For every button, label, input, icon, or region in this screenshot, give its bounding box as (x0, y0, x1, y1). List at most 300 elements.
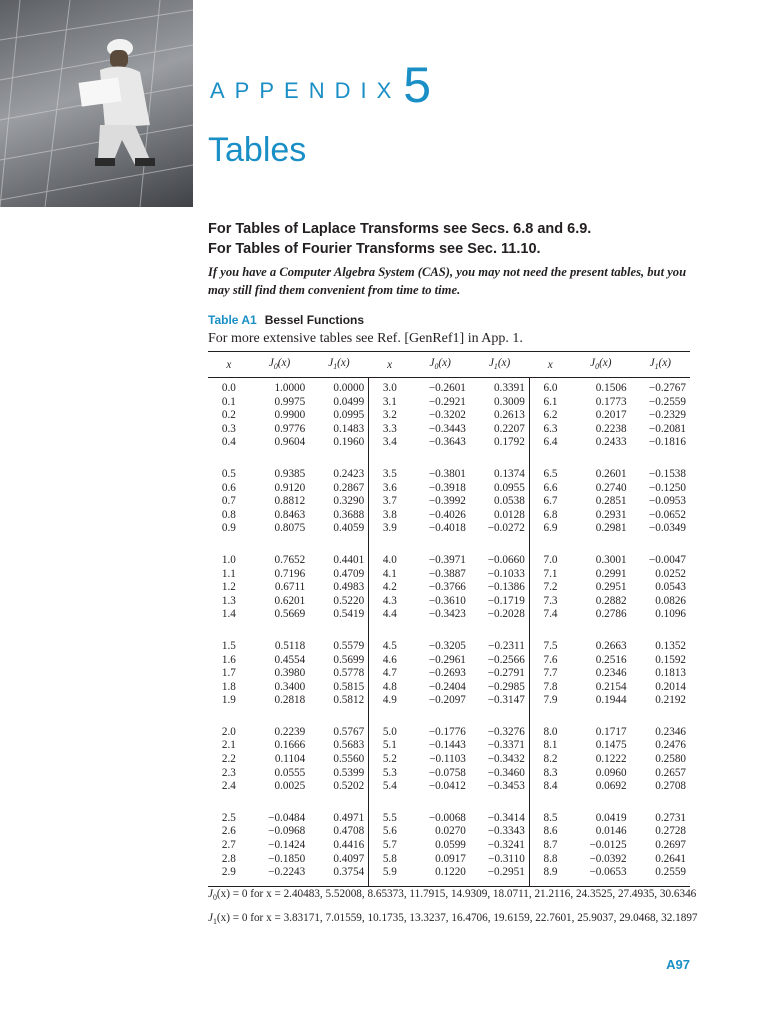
col-j0: $J_0(x)$ (571, 352, 630, 378)
j1-cell: 0.5767 (333, 725, 365, 738)
x-cell: 3.8 (369, 509, 411, 523)
j0-cell: −0.1443 (428, 739, 466, 752)
j1-cell: −0.2559 (648, 395, 686, 408)
x-cell: 3.2 (369, 409, 411, 423)
table-row (208, 423, 690, 437)
j0-cell: 0.9975 (274, 395, 306, 408)
worker-laptop-solar-icon (0, 0, 193, 207)
x-cell: 7.9 (529, 694, 571, 726)
j1-cell: −0.1250 (648, 481, 686, 494)
j1-cell: 0.4416 (333, 839, 365, 852)
j1-cell: 0.4059 (333, 522, 365, 535)
x-cell: 2.0 (221, 725, 236, 738)
j0-cell: 0.2740 (595, 481, 627, 494)
j0-cell: 0.7652 (274, 553, 306, 566)
x-cell: 5.3 (369, 767, 411, 781)
j1-cell: 0.2207 (494, 422, 525, 435)
col-j0: $J_0(x)$ (410, 352, 469, 378)
j1-cell: 0.5399 (333, 766, 365, 779)
x-cell: 5.9 (369, 866, 411, 886)
bessel-zeros (208, 884, 698, 932)
j1-cell: 0.4401 (333, 553, 365, 566)
j1-cell: 0.0538 (494, 495, 525, 508)
j1-cell: 0.5683 (333, 739, 365, 752)
j0-cell: −0.3801 (428, 467, 466, 480)
table-row (208, 436, 690, 468)
appendix-number: 5 (403, 57, 432, 113)
table-number: Table A1 (208, 313, 257, 327)
page-title: Tables (208, 131, 307, 169)
j0-cell: 0.1222 (595, 753, 627, 766)
j0-cell: 0.2931 (595, 508, 627, 521)
x-cell: 0.3 (221, 422, 236, 435)
x-cell: 8.4 (529, 780, 571, 812)
j0-cell: 0.1773 (595, 395, 627, 408)
x-cell: 4.0 (369, 554, 411, 568)
j1-cell: −0.0953 (648, 495, 686, 508)
j0-cell: −0.3443 (428, 422, 466, 435)
x-cell: 2.3 (221, 766, 236, 779)
j0-cell: 0.3400 (274, 680, 306, 693)
col-j1: $J_1(x)$ (309, 352, 368, 378)
j1-cell: 0.2613 (494, 409, 525, 422)
j0-cell: 0.1506 (595, 382, 627, 394)
j1-cell: −0.1719 (487, 594, 525, 607)
x-cell: 4.6 (369, 654, 411, 668)
x-cell: 5.4 (369, 780, 411, 812)
col-j1: $J_1(x)$ (470, 352, 529, 378)
j0-cell: −0.2404 (428, 680, 466, 693)
table-body (208, 378, 690, 887)
table-row (208, 468, 690, 482)
x-cell: 3.7 (369, 495, 411, 509)
appendix-label: APPENDIX (210, 78, 402, 103)
x-cell: 6.6 (529, 482, 571, 496)
x-cell: 5.6 (369, 825, 411, 839)
j0-cell: 0.2238 (595, 422, 627, 435)
appendix-heading (210, 50, 432, 113)
x-cell: 5.7 (369, 839, 411, 853)
j1-cell: −0.2329 (648, 409, 686, 422)
table-row (208, 396, 690, 410)
x-cell: 6.7 (529, 495, 571, 509)
x-cell: 0.8 (221, 508, 236, 521)
j0-cell: 0.2154 (595, 680, 627, 693)
j0-cell: 0.3980 (274, 667, 306, 680)
table-row (208, 409, 690, 423)
x-cell: 7.2 (529, 581, 571, 595)
j1-cell: 0.1792 (494, 436, 525, 449)
x-cell: 6.3 (529, 423, 571, 437)
j0-cell: −0.1103 (429, 753, 466, 766)
j0-cell: −0.3918 (428, 481, 466, 494)
j1-cell: 0.2423 (333, 467, 365, 480)
table-row (208, 739, 690, 753)
x-cell: 1.5 (221, 639, 236, 652)
j1-cell: 0.4983 (333, 581, 365, 594)
x-cell: 2.8 (221, 852, 236, 865)
j0-cell: 0.2017 (595, 409, 627, 422)
x-cell: 3.3 (369, 423, 411, 437)
j0-cell: 0.8463 (274, 508, 306, 521)
j0-cell: 0.0917 (435, 852, 466, 865)
table-title: Bessel Functions (264, 313, 365, 327)
j1-cell: 0.3290 (333, 495, 365, 508)
j1-cell: 0.1592 (655, 653, 686, 666)
x-cell: 3.4 (369, 436, 411, 468)
col-j1: $J_1(x)$ (631, 352, 690, 378)
j0-cell: 0.8075 (274, 522, 306, 535)
page-number: A97 (666, 957, 690, 972)
j1-cell: 0.2346 (655, 725, 686, 738)
j1-cell: 0.4097 (333, 852, 365, 865)
j1-cell: 0.3009 (494, 395, 525, 408)
j0-cell: −0.3205 (428, 639, 466, 652)
x-cell: 7.1 (529, 568, 571, 582)
j1-cell: 0.5579 (333, 639, 365, 652)
j1-cell: −0.3453 (487, 780, 525, 793)
j0-cell: 0.0146 (595, 825, 627, 838)
j0-cell: 0.1666 (274, 739, 306, 752)
laplace-note: For Tables of Laplace Transforms see Secs. 6.8 and 6.9. (208, 221, 592, 237)
j0-cell: 0.2346 (595, 667, 627, 680)
j1-cell: −0.2767 (648, 382, 686, 394)
x-cell: 5.2 (369, 753, 411, 767)
x-cell: 8.7 (529, 839, 571, 853)
x-cell: 4.5 (369, 640, 411, 654)
x-cell: 0.7 (221, 495, 236, 508)
table-row (208, 681, 690, 695)
j1-cell: −0.2081 (648, 422, 686, 435)
j1-cell: 0.0995 (333, 409, 365, 422)
j0-cell: −0.0484 (268, 811, 306, 824)
j0-cell: −0.3643 (428, 436, 466, 449)
j0-cell: 0.2981 (595, 522, 627, 535)
table-row (208, 825, 690, 839)
table-row (208, 654, 690, 668)
j0-cell: 0.2663 (595, 639, 627, 652)
j1-cell: 0.1352 (655, 639, 686, 652)
j0-cell: −0.2921 (428, 395, 466, 408)
table-reference: For more extensive tables see Ref. [GenRef1] in App. 1. (208, 331, 523, 346)
j0-cell: 0.5669 (274, 608, 306, 621)
j1-cell: 0.1374 (494, 467, 525, 480)
x-cell: 8.9 (529, 866, 571, 886)
j0-cell: 0.2239 (274, 725, 306, 738)
x-cell: 2.6 (221, 825, 236, 838)
j1-cell: −0.3460 (487, 766, 525, 779)
j0-cell: −0.2601 (428, 382, 466, 394)
x-cell: 4.2 (369, 581, 411, 595)
j1-cell: 0.1813 (655, 667, 686, 680)
x-cell: 6.0 (529, 378, 571, 396)
j1-cell: −0.3414 (487, 811, 525, 824)
x-cell: 8.1 (529, 739, 571, 753)
j0-cell: 0.2951 (595, 581, 627, 594)
x-cell: 4.7 (369, 667, 411, 681)
x-cell: 0.0 (221, 382, 236, 394)
j0-cell: 0.0599 (435, 839, 466, 852)
j0-cell: 0.0025 (274, 780, 306, 793)
j1-cell: −0.3343 (487, 825, 525, 838)
j1-cell: −0.0272 (487, 522, 525, 535)
x-cell: 2.5 (221, 811, 236, 824)
j0-cell: 0.2882 (595, 594, 627, 607)
bessel-table (208, 351, 690, 887)
table-row (208, 667, 690, 681)
table-row (208, 581, 690, 595)
table-row (208, 640, 690, 654)
table-row (208, 522, 690, 554)
x-cell: 2.1 (221, 739, 236, 752)
j1-cell: 0.0252 (655, 567, 686, 580)
j1-cell: 0.5815 (333, 680, 365, 693)
j1-cell: 0.2014 (655, 680, 686, 693)
j0-cell: 0.6201 (274, 594, 306, 607)
x-cell: 5.1 (369, 739, 411, 753)
j0-cell: −0.0653 (571, 866, 630, 886)
j0-cell: −0.1424 (268, 839, 306, 852)
x-cell: 4.1 (369, 568, 411, 582)
x-cell: 5.5 (369, 812, 411, 826)
j1-cell: −0.3432 (487, 753, 525, 766)
x-cell: 1.6 (221, 653, 236, 666)
x-cell: 1.0 (221, 553, 236, 566)
j1-cell: 0.2559 (631, 866, 690, 886)
j1-cell: −0.2791 (487, 667, 525, 680)
x-cell: 1.1 (221, 567, 236, 580)
j1-cell: −0.3110 (488, 852, 525, 865)
x-cell: 3.9 (369, 522, 411, 554)
x-cell: 4.8 (369, 681, 411, 695)
j1-cell: 0.5419 (333, 608, 365, 621)
table-row (208, 812, 690, 826)
j1-cell: 0.0000 (333, 382, 365, 394)
j0-cell: −0.1850 (268, 852, 306, 865)
x-cell: 7.5 (529, 640, 571, 654)
x-cell: 0.1 (221, 395, 236, 408)
x-cell: 6.2 (529, 409, 571, 423)
j1-cell: 0.5220 (333, 594, 365, 607)
x-cell: 5.0 (369, 726, 411, 740)
j0-cell: −0.0392 (589, 852, 627, 865)
j0-cell: 0.9385 (274, 467, 306, 480)
j0-cell: 0.9900 (274, 409, 306, 422)
j0-cell: −0.2097 (428, 694, 466, 707)
j1-cell: 0.2708 (655, 780, 686, 793)
j1-cell: −0.0349 (648, 522, 686, 535)
j1-cell: −0.3147 (487, 694, 525, 707)
j1-cell: 0.0543 (655, 581, 686, 594)
j0-cell: 0.1104 (274, 753, 306, 766)
j1-cell: −0.1538 (648, 467, 686, 480)
table-caption (208, 313, 364, 327)
j1-cell: −0.1386 (487, 581, 525, 594)
j0-cell: 0.8812 (274, 495, 306, 508)
j0-cell: 0.9604 (274, 436, 306, 449)
transform-notes (208, 219, 708, 259)
j0-cell: −0.4026 (428, 508, 466, 521)
j1-cell: −0.0660 (487, 553, 525, 566)
x-cell: 1.3 (221, 594, 236, 607)
x-cell: 1.7 (221, 667, 236, 680)
j1-cell: 0.3688 (333, 508, 365, 521)
j1-cell: 0.5699 (333, 653, 365, 666)
x-cell: 1.8 (221, 680, 236, 693)
j0-cell: 0.9120 (274, 481, 306, 494)
j0-cell: 0.0419 (595, 811, 627, 824)
table-row (208, 726, 690, 740)
table-row (208, 509, 690, 523)
j1-cell: −0.3276 (487, 725, 525, 738)
x-cell: 7.7 (529, 667, 571, 681)
x-cell: 3.1 (369, 396, 411, 410)
j1-cell: −0.1816 (648, 436, 686, 449)
table-row (208, 608, 690, 640)
j1-cell: 0.5560 (333, 753, 365, 766)
x-cell: 6.4 (529, 436, 571, 468)
j1-cell: 0.5202 (333, 780, 365, 793)
x-cell: 7.3 (529, 595, 571, 609)
x-cell: 8.6 (529, 825, 571, 839)
j1-cell: −0.0047 (648, 553, 686, 566)
j0-cell: 0.0692 (595, 780, 627, 793)
x-cell: 3.6 (369, 482, 411, 496)
j0-cell: −0.3610 (428, 594, 466, 607)
x-cell: 7.6 (529, 654, 571, 668)
x-cell: 0.4 (221, 436, 236, 449)
j1-cell: 0.3391 (494, 382, 525, 394)
x-cell: 7.0 (529, 554, 571, 568)
j0-cell: 0.2601 (595, 467, 627, 480)
j1-cell: −0.0652 (648, 508, 686, 521)
x-cell: 6.1 (529, 396, 571, 410)
j0-cell: 0.9776 (274, 422, 306, 435)
col-x: x (529, 352, 571, 378)
fourier-note: For Tables of Fourier Transforms see Sec. 11.10. (208, 241, 541, 257)
x-cell: 2.7 (221, 839, 236, 852)
j0-cell: −0.0758 (428, 766, 466, 779)
j1-cell: 0.3754 (309, 866, 368, 886)
x-cell: 0.5 (221, 467, 236, 480)
j1-cell: −0.1033 (487, 567, 525, 580)
table-row (208, 780, 690, 812)
table-row (208, 568, 690, 582)
j1-cell: 0.0128 (494, 508, 525, 521)
x-cell: 6.5 (529, 468, 571, 482)
j0-cell: 0.2516 (595, 653, 627, 666)
x-cell: 6.9 (529, 522, 571, 554)
j0-cell: 0.4554 (274, 653, 306, 666)
j1-cell: 0.0955 (494, 481, 525, 494)
j0-cell: −0.3202 (428, 409, 466, 422)
j1-cell: 0.1096 (655, 608, 686, 621)
j1-cell: 0.2580 (655, 753, 686, 766)
j1-cell: 0.2476 (655, 739, 686, 752)
j1-cell: 0.2657 (655, 766, 686, 779)
x-cell: 8.8 (529, 853, 571, 867)
j0-cell: 0.2818 (274, 694, 306, 707)
x-cell: 7.4 (529, 608, 571, 640)
j1-cell: 0.5812 (333, 694, 365, 707)
j0-cell: 0.1717 (595, 725, 627, 738)
j0-cell: 0.2433 (595, 436, 627, 449)
j1-cell: 0.2731 (655, 811, 686, 824)
j0-zeros: $J_0(x) = 0$ for x = 2.40483, 5.52008, 8.65373, 11.7915, 14.9309, 18.0711, 21.2116, 24.3525, 27.4935, 30.6346 (208, 888, 697, 903)
table-row (208, 595, 690, 609)
x-cell: 6.8 (529, 509, 571, 523)
j0-cell: 0.3001 (595, 553, 627, 566)
j0-cell: 0.0960 (595, 766, 627, 779)
x-cell: 4.3 (369, 595, 411, 609)
j0-cell: −0.1776 (428, 725, 466, 738)
j1-cell: 0.2641 (655, 852, 686, 865)
x-cell: 0.6 (221, 481, 236, 494)
x-cell: 1.4 (221, 608, 236, 621)
j1-cell: 0.4708 (333, 825, 365, 838)
x-cell: 1.9 (221, 694, 236, 707)
j0-cell: −0.3423 (428, 608, 466, 621)
j1-cell: 0.5778 (333, 667, 365, 680)
j1-cell: 0.2867 (333, 481, 365, 494)
j0-cell: 1.0000 (274, 382, 306, 394)
x-cell: 1.2 (221, 581, 236, 594)
x-cell: 3.5 (369, 468, 411, 482)
col-x: x (369, 352, 411, 378)
table-row (208, 482, 690, 496)
x-cell: 8.5 (529, 812, 571, 826)
table-row (208, 554, 690, 568)
j1-cell: −0.3241 (487, 839, 525, 852)
j0-cell: −0.3887 (428, 567, 466, 580)
table-row (208, 839, 690, 853)
j1-cell: 0.2728 (655, 825, 686, 838)
x-cell: 4.4 (369, 608, 411, 640)
x-cell: 0.9 (221, 522, 236, 535)
x-cell: 3.0 (369, 378, 411, 396)
j1-cell: 0.4971 (333, 811, 365, 824)
x-cell: 8.3 (529, 767, 571, 781)
j1-cell: 0.2697 (655, 839, 686, 852)
chapter-photo (0, 0, 193, 207)
j1-cell: 0.4709 (333, 567, 365, 580)
j0-cell: −0.2693 (428, 667, 466, 680)
j0-cell: 0.2786 (595, 608, 627, 621)
j0-cell: 0.1475 (595, 739, 627, 752)
j0-cell: 0.1944 (595, 694, 627, 707)
x-cell: 0.2 (221, 409, 236, 422)
j0-cell: −0.0968 (268, 825, 306, 838)
table-row (208, 378, 690, 396)
j0-cell: 0.7196 (274, 567, 306, 580)
j1-cell: 0.0826 (655, 594, 686, 607)
j0-cell: 0.0555 (274, 766, 306, 779)
j1-cell: 0.1483 (333, 422, 365, 435)
j1-cell: 0.1960 (333, 436, 365, 449)
j1-cell: −0.3371 (487, 739, 525, 752)
j0-cell: 0.2991 (595, 567, 627, 580)
j0-cell: 0.2851 (595, 495, 627, 508)
col-x: x (208, 352, 250, 378)
j1-cell: −0.2028 (487, 608, 525, 621)
j0-cell: 0.5118 (274, 639, 306, 652)
j1-cell: −0.2566 (487, 653, 525, 666)
j0-cell: −0.2961 (428, 653, 466, 666)
j0-cell: 0.6711 (274, 581, 306, 594)
table-header-row (208, 352, 690, 378)
x-cell: 2.2 (221, 753, 236, 766)
j0-cell: −0.0068 (428, 811, 466, 824)
